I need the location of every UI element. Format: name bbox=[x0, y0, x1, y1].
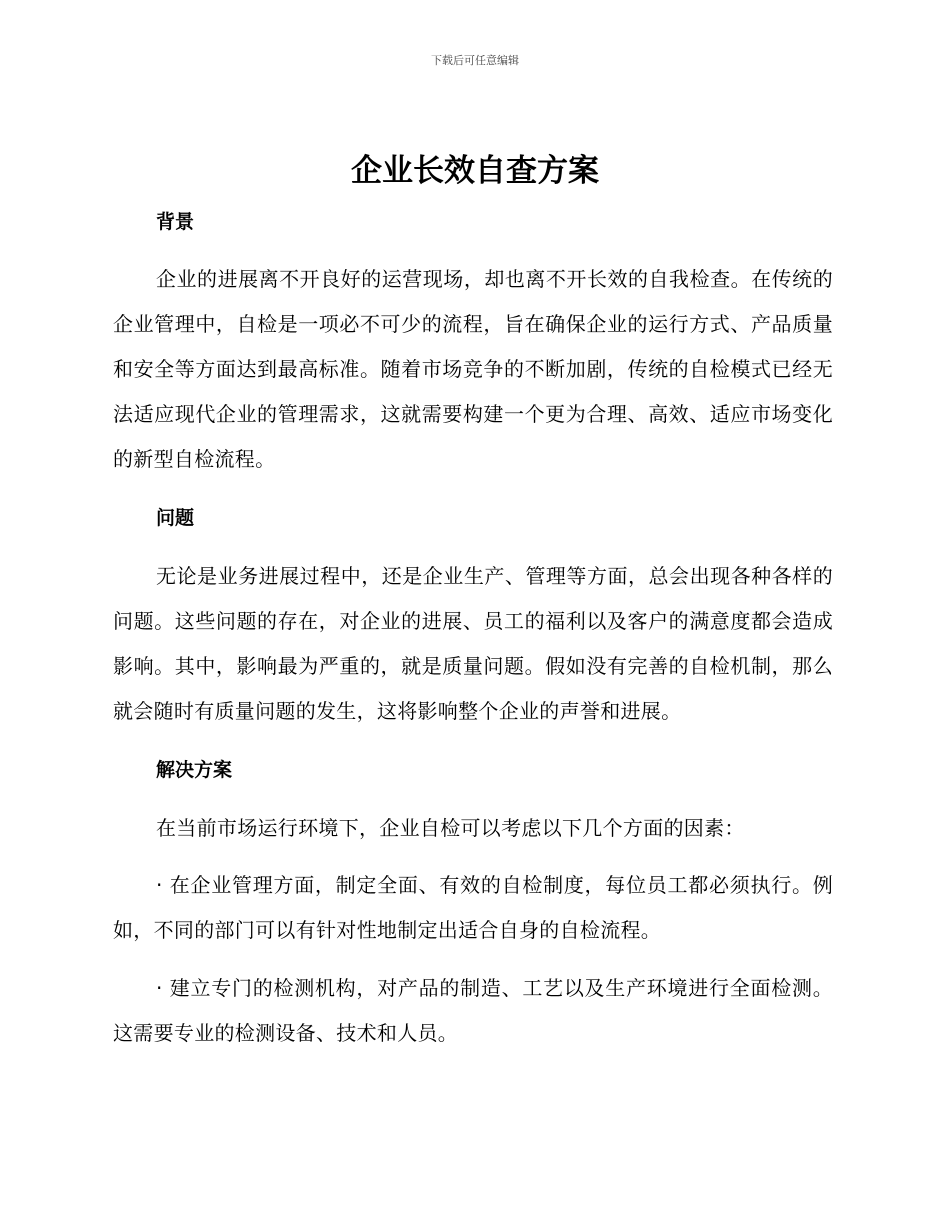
document-body bbox=[113, 200, 833, 1056]
document-title: 企业长效自查方案 bbox=[351, 153, 599, 189]
section-heading-background: 背景 bbox=[156, 211, 195, 233]
solution-bullet-inspection: · 建立专门的检测机构，对产品的制造、工艺以及生产环境进行全面检测。这需要专业的检测设备、技术和人员。 bbox=[113, 976, 833, 1045]
section-heading-solution: 解决方案 bbox=[156, 759, 233, 781]
solution-bullet-management: · 在企业管理方面，制定全面、有效的自检制度，每位员工都必须执行。例如，不同的部门可以有针对性地制定出适合自身的自检流程。 bbox=[113, 873, 833, 942]
section-heading-problem: 问题 bbox=[156, 507, 195, 529]
problem-paragraph: 无论是业务进展过程中，还是企业生产、管理等方面，总会出现各种各样的问题。这些问题的存在，对企业的进展、员工的福利以及客户的满意度都会造成影响。其中，影响最为严重的，就是质量问题。假如没有完善的自检机制，那么就会随时有质量问题的发生，这将影响整个企业的声誉和进展。 bbox=[113, 564, 833, 723]
header-note: 下载后可任意编辑 bbox=[431, 54, 519, 67]
solution-intro-paragraph: 在当前市场运行环境下，企业自检可以考虑以下几个方面的因素： bbox=[156, 816, 745, 840]
background-paragraph: 企业的进展离不开良好的运营现场，却也离不开长效的自我检查。在传统的企业管理中，自检是一项必不可少的流程，旨在确保企业的运行方式、产品质量和安全等方面达到最高标准。随着市场竞争的不断加剧，传统的自检模式已经无法适应现代企业的管理需求，这就需要构建一个更为合理、高效、适应市场变化的新型自检流程。 bbox=[113, 267, 833, 471]
